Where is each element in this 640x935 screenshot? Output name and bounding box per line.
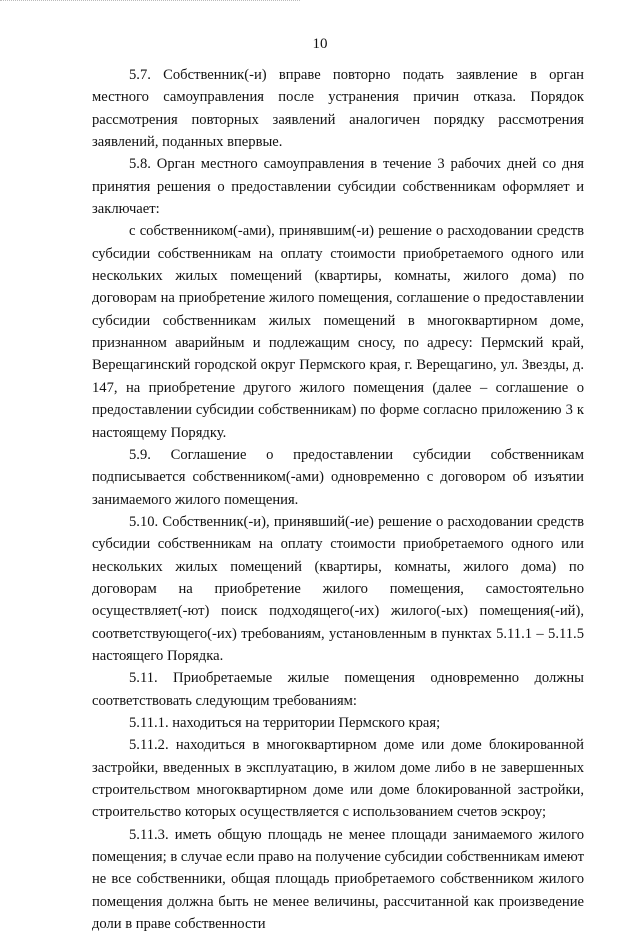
paragraph-5-11-3: 5.11.3. иметь общую площадь не менее площади занимаемого жилого помещения; в случае если право на получение субсидии собственникам имеют не все собственники, общая площадь приобретаемого собственником жилого помещения должна быть не менее величины, рассчитанной как произведение доли в праве собственности (92, 826, 584, 933)
paragraph-5-10: 5.10. Собственник(-и), принявший(-ие) решение о расходовании средств субсидии собственникам на оплату стоимости приобретаемого одного или нескольких жилых помещений (квартиры, комнаты, жилого дома) по договорам на приобретение жилого помещения, самостоятельно осуществляет(-ют) поиск подходящего(-их) жилого(-ых) помещения(-ий), соответствующего(-их) требованиям, установленным в пунктах 5.11.1 – 5.11.5 настоящего Порядка. (92, 513, 584, 664)
page-number: 10 (312, 36, 328, 52)
paragraph-5-7: 5.7. Собственник(-и) вправе повторно подать заявление в орган местного самоуправления после устранения причин отказа. Порядок рассмотрения повторных заявлений аналогичен порядку рассмотрения заявлений, поданных впервые. (92, 67, 584, 151)
paragraph-5-11: 5.11. Приобретаемые жилые помещения одновременно должны соответствовать следующим требованиям: (92, 670, 584, 709)
paragraph-5-8: 5.8. Орган местного самоуправления в течение 3 рабочих дней со дня принятия решения о предоставлении субсидии собственникам оформляет и заключает: (92, 156, 584, 218)
paragraph-5-11-2: 5.11.2. находиться в многоквартирном доме или доме блокированной застройки, введенных в эксплуатацию, в жилом доме либо в не завершенных строительством многоквартирном доме или доме блокированной застройки, строительство которых осуществляется с использованием счетов эскроу; (92, 737, 584, 821)
document-body (92, 64, 584, 935)
paragraph-5-9: 5.9. Соглашение о предоставлении субсидии собственникам подписывается собственником(-ами) одновременно с договором об изъятии занимаемого жилого помещения. (92, 446, 584, 508)
paragraph-5-11-1: 5.11.1. находиться на территории Пермского края; (129, 714, 441, 731)
paragraph-5-8-agreement: с собственником(-ами), принявшим(-и) решение о расходовании средств субсидии собственникам на оплату стоимости приобретаемого одного или нескольких жилых помещений (квартиры, комнаты, жилого дома) по договорам на приобретение жилого помещения, соглашение о предоставлении субсидии собственникам жилых помещений в многоквартирном доме, признанном аварийным и подлежащим сносу, по адресу: Пермский край, Верещагинский городской округ Пермского края, г. Верещагино, ул. Звезды, д. 147, на приобретение другого жилого помещения (далее – соглашение о предоставлении субсидии собственникам) по форме согласно приложению 3 к настоящему Порядку. (92, 223, 584, 441)
scan-edge-line (0, 0, 300, 3)
